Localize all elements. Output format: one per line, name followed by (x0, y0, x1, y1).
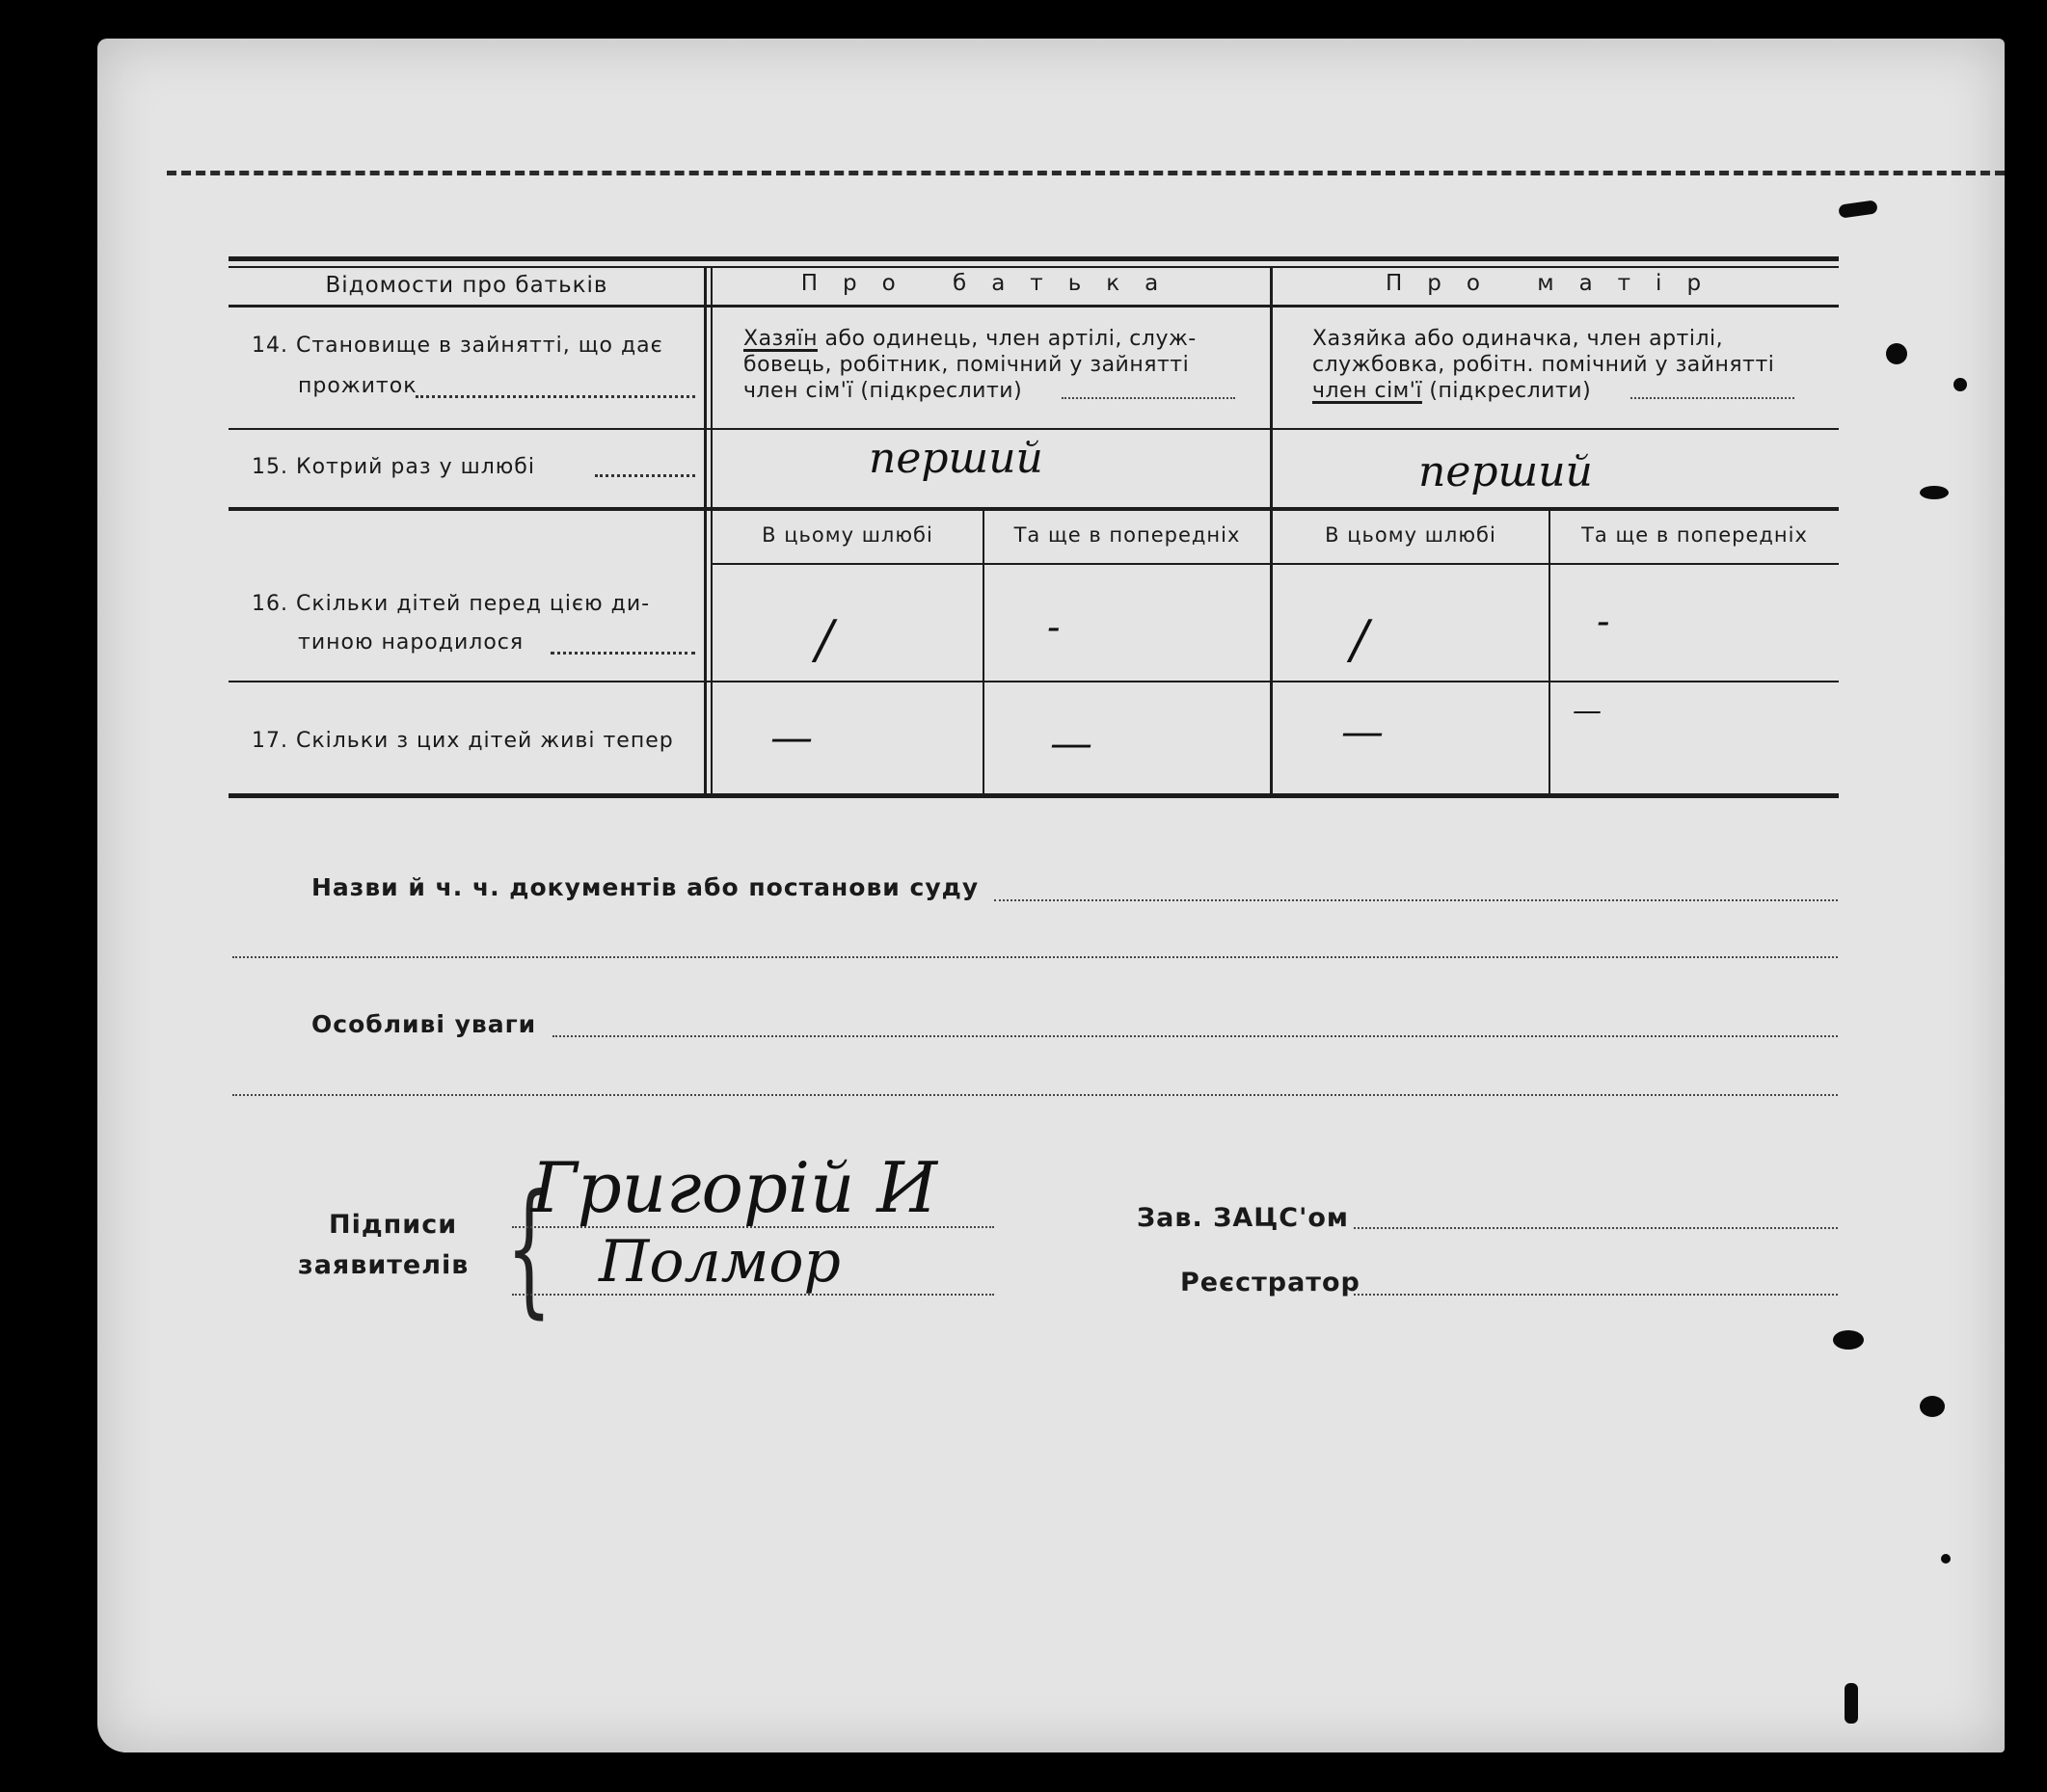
zags-label: Зав. ЗАЦС'ом (1137, 1203, 1349, 1233)
table-top-border (229, 256, 1839, 261)
row15-label: 15. Котрий раз у шлюбі (252, 455, 535, 479)
ink-blot (1838, 200, 1878, 218)
row15-mother-handwritten: перший (1418, 447, 1593, 496)
row14-label-line2: прожиток (298, 374, 417, 398)
subheader-father-prev: Та ще в попередніх (1013, 523, 1241, 547)
special-notes-line-1 (552, 1035, 1838, 1037)
row15-label-leader (595, 474, 695, 477)
documents-line-1 (994, 899, 1838, 901)
ink-blot (1833, 1330, 1864, 1350)
ink-blot (1886, 343, 1907, 364)
row14-father-text (743, 326, 1264, 404)
subheader-mother-this: В цьому шлюбі (1325, 523, 1496, 547)
row17-value-mother-this: — (1341, 708, 1384, 757)
row16-label-line2: тиною народилося (298, 630, 525, 655)
row15-separator (229, 507, 1839, 511)
father-occupation-line3: член сім'ї (підкреслити) (743, 379, 1023, 403)
row15-father-handwritten: перший (869, 434, 1043, 483)
row16-value-father-prev: - (1047, 605, 1061, 650)
mother-occupation-underlined: член сім'ї (1312, 379, 1422, 403)
row16-separator (229, 681, 1839, 682)
documents-label: Назви й ч. ч. документів або постанови суду (311, 873, 980, 901)
mother-occupation-line3: (підкреслити) (1421, 379, 1592, 403)
signatures-brace: { (505, 1164, 552, 1332)
row14-mother-text (1312, 326, 1833, 404)
col-divider-father-sub (983, 511, 984, 794)
row14-label-leader (416, 395, 695, 398)
father-occupation-line2: бовець, робітник, помічний у зайнятті (743, 353, 1190, 377)
special-notes-label: Особливі уваги (311, 1010, 537, 1038)
row16-value-mother-prev: - (1597, 600, 1610, 644)
table-top-border-inner (229, 266, 1839, 268)
ink-blot (1845, 1683, 1858, 1724)
document-page (97, 39, 2005, 1752)
col-divider-1a (704, 266, 707, 794)
header-col1: Відомости про батьків (325, 273, 608, 298)
row16-value-mother-this: / (1351, 609, 1369, 670)
registrar-line (1354, 1294, 1838, 1296)
father-occupation-underlined: Хазяїн (743, 327, 818, 351)
header-mother: Про матір (1385, 271, 1727, 296)
zags-line (1354, 1227, 1838, 1229)
row17-value-father-prev: — (1050, 719, 1092, 768)
subheader-separator (711, 563, 1839, 565)
ink-blot (1941, 1554, 1951, 1564)
header-father: Про батька (800, 271, 1184, 296)
subheader-mother-prev: Та ще в попередніх (1581, 523, 1808, 547)
row14-separator (229, 428, 1839, 430)
mother-occupation-line1: Хазяйка або одиначка, член артілі, (1312, 327, 1724, 351)
ink-blot (1920, 1396, 1945, 1417)
signature-1: Григорій И (531, 1147, 938, 1228)
mother-occupation-line2: службовка, робітн. помічний у зайнятті (1312, 353, 1775, 377)
mother-occupation-leader (1630, 397, 1794, 399)
row17-label: 17. Скільки з цих дітей живі тепер (252, 729, 674, 753)
header-separator (229, 305, 1839, 308)
col-divider-mother-sub (1549, 511, 1550, 794)
perforation-line (167, 171, 2005, 175)
table-bottom-border (229, 793, 1839, 798)
row17-value-mother-prev: — (1573, 694, 1602, 728)
signature-2: Полмор (599, 1228, 841, 1296)
father-occupation-leader (1062, 397, 1235, 399)
row16-label-leader (551, 652, 695, 655)
registrar-label: Реєстратор (1180, 1268, 1360, 1297)
subheader-father-this: В цьому шлюбі (762, 523, 933, 547)
special-notes-line-2 (232, 1094, 1838, 1096)
row16-value-father-this: / (816, 609, 834, 670)
father-occupation-line1: або одинець, член артілі, служ- (817, 327, 1197, 351)
ink-blot (1953, 378, 1967, 391)
row17-value-father-this: — (770, 713, 813, 762)
signatures-label-line1: Підписи (329, 1210, 458, 1240)
documents-line-2 (232, 956, 1838, 958)
row16-label-line1: 16. Скільки дітей перед цією ди- (252, 592, 651, 616)
ink-blot (1920, 486, 1949, 499)
row14-label-line1: 14. Становище в зайнятті, що дає (252, 334, 663, 358)
signatures-label-line2: заявителів (298, 1250, 470, 1280)
